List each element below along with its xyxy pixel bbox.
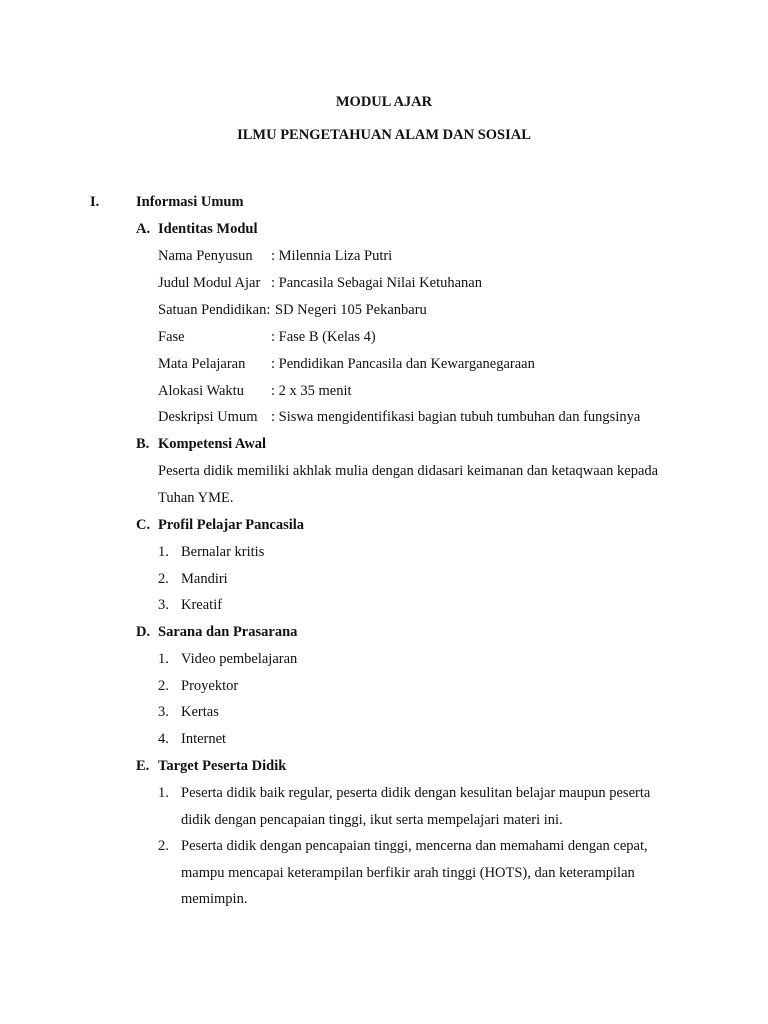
identity-row	[158, 328, 376, 346]
subsection-heading: Identitas Modul	[158, 221, 258, 237]
identity-value: : Pendidikan Pancasila dan Kewarganegaraan	[271, 356, 535, 372]
identity-row	[158, 408, 640, 426]
identity-label: Fase	[158, 329, 185, 345]
document-subtitle: ILMU PENGETAHUAN ALAM DAN SOSIAL	[237, 127, 531, 143]
section-heading: Informasi Umum	[136, 194, 244, 210]
identity-row	[158, 247, 392, 265]
document-title: MODUL AJAR	[335, 94, 433, 110]
subsection-heading: Profil Pelajar Pancasila	[158, 517, 305, 533]
subsection-letter: E.	[136, 758, 150, 774]
identity-label: Satuan Pendidikan:	[158, 302, 271, 318]
list-item-line: Peserta didik baik regular, peserta didik dengan kesulitan belajar maupun peserta	[181, 785, 651, 801]
identity-value: : Milennia Liza Putri	[271, 248, 393, 264]
subsection-heading: Sarana dan Prasarana	[158, 624, 298, 640]
list-item-line: Peserta didik dengan pencapaian tinggi, mencerna dan memahami dengan cepat,	[181, 838, 648, 854]
list-number: 3.	[158, 597, 169, 613]
list-item-line: memimpin.	[181, 891, 248, 907]
identity-label: Mata Pelajaran	[158, 356, 246, 372]
list-number: 2.	[158, 838, 169, 854]
list-number: 1.	[158, 544, 169, 560]
identity-label: Judul Modul Ajar	[158, 275, 261, 291]
identity-label: Nama Penyusun	[158, 248, 253, 264]
subsection-letter: A.	[136, 221, 151, 237]
subsection-heading: Kompetensi Awal	[158, 436, 267, 452]
list-item: Mandiri	[181, 571, 228, 587]
list-item: Video pembelajaran	[181, 651, 298, 667]
identity-row	[158, 355, 535, 373]
list-item-line: mampu mencapai keterampilan berfikir arah tinggi (HOTS), dan keterampilan	[181, 865, 635, 881]
list-number: 3.	[158, 704, 169, 720]
list-item: Bernalar kritis	[181, 544, 265, 560]
list-number: 2.	[158, 571, 169, 587]
identity-label: Deskripsi Umum	[158, 409, 258, 425]
list-item: Kertas	[181, 704, 219, 720]
list-item: Proyektor	[181, 678, 239, 694]
section-number: I.	[90, 194, 100, 210]
identity-row	[158, 274, 482, 292]
identity-value: : Siswa mengidentifikasi bagian tubuh tumbuhan dan fungsinya	[271, 409, 641, 425]
identity-row	[158, 382, 352, 400]
list-number: 4.	[158, 731, 169, 747]
paragraph-line: Tuhan YME.	[158, 490, 234, 506]
subsection-letter: C.	[136, 517, 151, 533]
subsection-letter: B.	[136, 436, 150, 452]
list-number: 2.	[158, 678, 169, 694]
paragraph-line: Peserta didik memiliki akhlak mulia dengan didasari keimanan dan ketaqwaan kepada	[158, 463, 659, 479]
subsection-letter: D.	[136, 624, 151, 640]
identity-value: : 2 x 35 menit	[271, 383, 352, 399]
identity-value: SD Negeri 105 Pekanbaru	[275, 302, 427, 318]
identity-value: : Fase B (Kelas 4)	[271, 329, 376, 345]
identity-row	[158, 301, 427, 319]
subsection-heading: Target Peserta Didik	[158, 758, 287, 774]
identity-label: Alokasi Waktu	[158, 383, 244, 399]
list-item-line: didik dengan pencapaian tinggi, ikut serta mempelajari materi ini.	[181, 812, 563, 828]
list-number: 1.	[158, 785, 169, 801]
identity-value: : Pancasila Sebagai Nilai Ketuhanan	[271, 275, 482, 291]
list-item: Internet	[181, 731, 227, 747]
list-item: Kreatif	[181, 597, 223, 613]
list-number: 1.	[158, 651, 169, 667]
